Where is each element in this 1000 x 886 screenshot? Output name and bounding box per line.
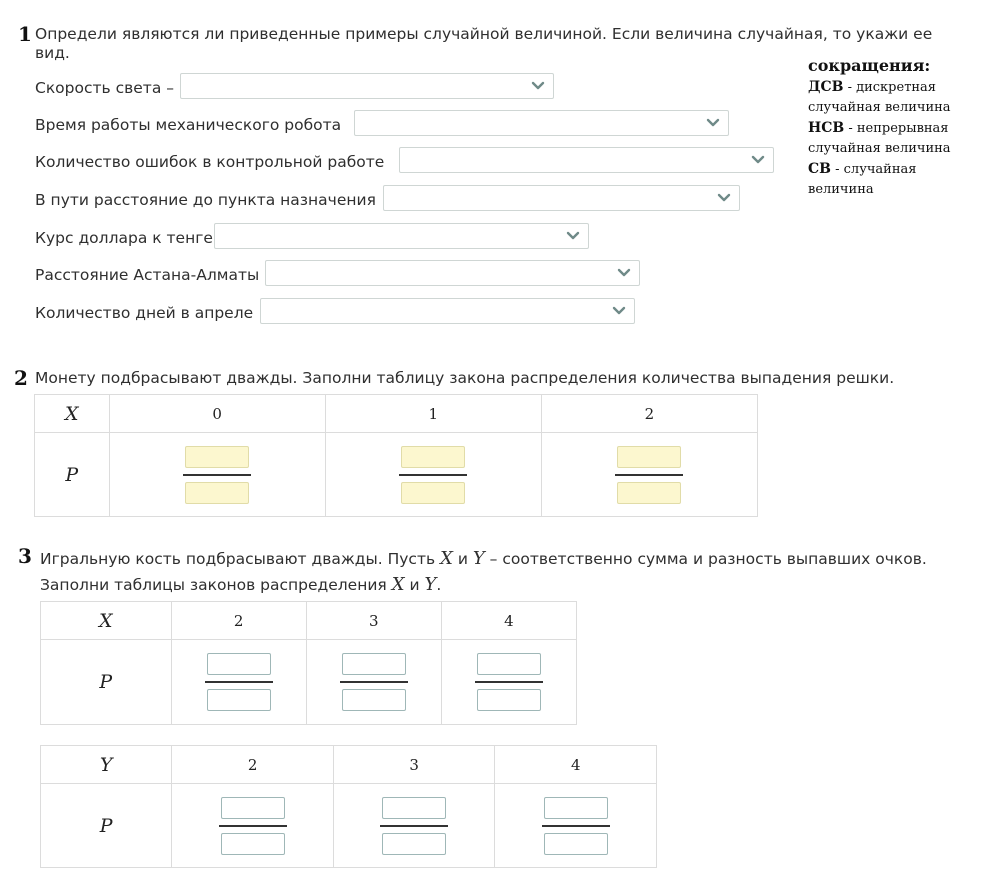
- q1-row: [35, 111, 341, 139]
- value-cell: 2: [172, 746, 334, 784]
- q1-row: [35, 186, 376, 214]
- table-row: [35, 395, 758, 433]
- denominator-input[interactable]: [544, 833, 608, 855]
- q1-row: [35, 148, 384, 176]
- fraction-cell: [495, 784, 657, 868]
- q1-select-dollar-rate[interactable]: [214, 223, 589, 249]
- fraction-cell: [306, 640, 441, 725]
- row-header-x: X: [35, 395, 110, 433]
- q1-row-label: Количество ошибок в контрольной работе: [35, 153, 385, 171]
- table-row: [41, 602, 577, 640]
- fraction-cell: [172, 784, 334, 868]
- row-header-y: Y: [41, 746, 172, 784]
- q1-row-label: Курс доллара к тенге: [35, 229, 213, 247]
- q1-select-robot-work-time[interactable]: [354, 110, 729, 136]
- denominator-input[interactable]: [342, 689, 406, 711]
- value-cell: 3: [306, 602, 441, 640]
- numerator-input[interactable]: [617, 446, 681, 468]
- q1-row-label: Расстояние Астана-Алматы: [35, 266, 260, 284]
- numerator-input[interactable]: [185, 446, 249, 468]
- question-1-number: 1: [18, 22, 32, 46]
- question-3-text: Игральную кость подбрасывают дважды. Пусть X и Y – соответственно сумма и разность выпавших очков. Заполни таблицы законов распределения X и Y.: [40, 548, 927, 595]
- chevron-down-icon: [617, 266, 631, 280]
- q3-x-distribution-table: [40, 601, 577, 725]
- chevron-down-icon: [531, 79, 545, 93]
- numerator-input[interactable]: [544, 797, 608, 819]
- question-3-number: 3: [18, 544, 32, 568]
- fraction-cell: [333, 784, 495, 868]
- denominator-input[interactable]: [617, 482, 681, 504]
- denominator-input[interactable]: [477, 689, 541, 711]
- abbreviation-item: ДСВ - дискретная случайная величина: [808, 79, 951, 115]
- value-cell: 2: [171, 602, 306, 640]
- fraction-cell: [441, 640, 576, 725]
- denominator-input[interactable]: [382, 833, 446, 855]
- value-cell: 2: [541, 395, 757, 433]
- denominator-input[interactable]: [207, 689, 271, 711]
- fraction-cell: [109, 433, 325, 517]
- numerator-input[interactable]: [221, 797, 285, 819]
- chevron-down-icon: [566, 229, 580, 243]
- q1-row: [35, 224, 213, 252]
- numerator-input[interactable]: [401, 446, 465, 468]
- q1-row: [35, 261, 259, 289]
- q1-row-label: Количество дней в апреле: [35, 304, 254, 322]
- denominator-input[interactable]: [221, 833, 285, 855]
- value-cell: 4: [495, 746, 657, 784]
- question-1-text: Определи являются ли приведенные примеры случайной величиной. Если величина случайная, то укажи ее вид.: [35, 25, 933, 62]
- denominator-input[interactable]: [185, 482, 249, 504]
- q1-select-speed-of-light[interactable]: [180, 73, 554, 99]
- q1-select-days-in-april[interactable]: [260, 298, 635, 324]
- value-cell: 0: [109, 395, 325, 433]
- table-row: [41, 640, 577, 725]
- q3-y-distribution-table: [40, 745, 657, 868]
- chevron-down-icon: [717, 191, 731, 205]
- question-2-text: Монету подбрасывают дважды. Заполни таблицу закона распределения количества выпадения решки.: [35, 369, 895, 387]
- chevron-down-icon: [706, 116, 720, 130]
- numerator-input[interactable]: [477, 653, 541, 675]
- q1-row-label: В пути расстояние до пункта назначения: [35, 191, 376, 209]
- abbreviation-item: НСВ - непрерывная случайная величина: [808, 120, 951, 156]
- abbreviation-item: СВ - случайная величина: [808, 161, 917, 197]
- q1-select-astana-almaty-distance[interactable]: [265, 260, 640, 286]
- row-header-p: P: [41, 784, 172, 868]
- q2-distribution-table: [34, 394, 758, 517]
- question-2-number: 2: [14, 366, 28, 390]
- q1-row: [35, 299, 253, 327]
- row-header-p: P: [35, 433, 110, 517]
- table-row: [41, 784, 657, 868]
- row-header-x: X: [41, 602, 172, 640]
- row-header-p: P: [41, 640, 172, 725]
- value-cell: 4: [441, 602, 576, 640]
- q1-row: [35, 74, 174, 102]
- table-row: [35, 433, 758, 517]
- q1-select-distance-to-destination[interactable]: [383, 185, 740, 211]
- abbreviations-title: сокращения:: [808, 56, 931, 75]
- chevron-down-icon: [751, 153, 765, 167]
- table-row: [41, 746, 657, 784]
- denominator-input[interactable]: [401, 482, 465, 504]
- numerator-input[interactable]: [207, 653, 271, 675]
- fraction-cell: [325, 433, 541, 517]
- fraction-cell: [171, 640, 306, 725]
- chevron-down-icon: [612, 304, 626, 318]
- q1-select-test-errors[interactable]: [399, 147, 774, 173]
- value-cell: 3: [333, 746, 495, 784]
- fraction-cell: [541, 433, 757, 517]
- numerator-input[interactable]: [342, 653, 406, 675]
- q1-row-label: Время работы механического робота: [35, 116, 342, 134]
- q1-row-label: Скорость света –: [35, 79, 175, 97]
- value-cell: 1: [325, 395, 541, 433]
- numerator-input[interactable]: [382, 797, 446, 819]
- abbreviations-panel: [808, 56, 978, 200]
